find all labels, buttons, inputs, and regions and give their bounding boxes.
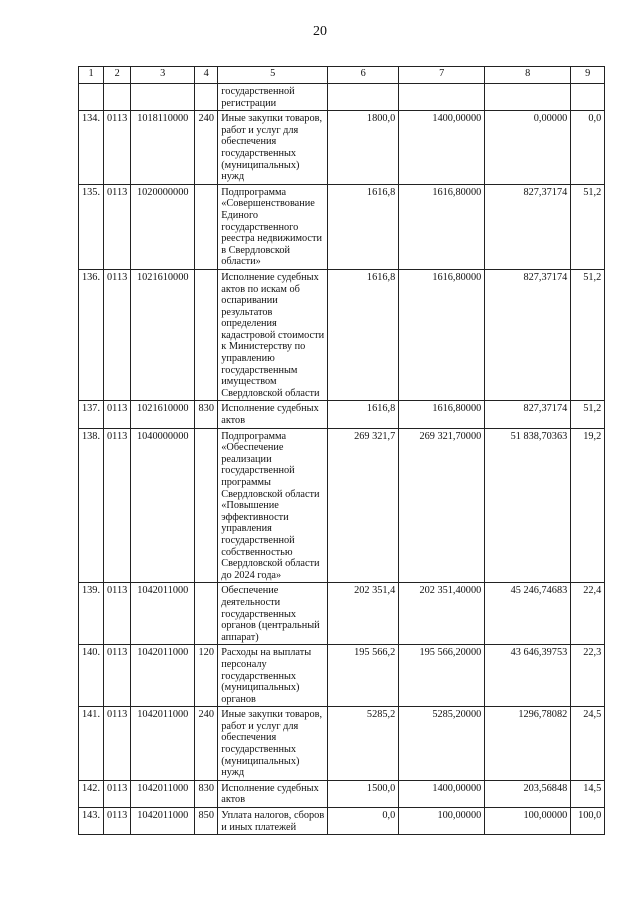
value-col8: 0,00000 xyxy=(485,111,571,185)
item-name: Обеспечение деятельности государственных органов (центральный аппарат) xyxy=(218,583,328,645)
value-col7: 269 321,70000 xyxy=(399,428,485,583)
item-name: Уплата налогов, сборов и иных платежей xyxy=(218,808,328,835)
value-col7: 1400,00000 xyxy=(399,780,485,807)
expense-type-code: 240 xyxy=(195,111,218,185)
value-col8: 827,37174 xyxy=(485,401,571,428)
table-row xyxy=(79,184,605,269)
value-col6 xyxy=(328,84,399,111)
value-col6: 269 321,7 xyxy=(328,428,399,583)
value-col9: 19,2 xyxy=(571,428,605,583)
value-col9: 51,2 xyxy=(571,269,605,401)
table-row xyxy=(79,645,605,707)
column-header: 8 xyxy=(485,67,571,84)
item-name: Подпрограмма «Обеспечение реализации государственной программы Свердловской области «Повышение эффективности управления государственной собственностью Свердловской области до 2024 года» xyxy=(218,428,328,583)
section-code: 0113 xyxy=(104,269,131,401)
table-row xyxy=(79,808,605,835)
target-article-code: 1042011000 xyxy=(131,645,195,707)
value-col9 xyxy=(571,84,605,111)
value-col7: 1616,80000 xyxy=(399,401,485,428)
value-col8 xyxy=(485,84,571,111)
section-code: 0113 xyxy=(104,707,131,781)
table-row xyxy=(79,84,605,111)
section-code: 0113 xyxy=(104,111,131,185)
value-col6: 202 351,4 xyxy=(328,583,399,645)
value-col9: 0,0 xyxy=(571,111,605,185)
target-article-code: 1042011000 xyxy=(131,780,195,807)
column-header: 3 xyxy=(131,67,195,84)
target-article-code: 1018110000 xyxy=(131,111,195,185)
target-article-code: 1040000000 xyxy=(131,428,195,583)
row-number: 138. xyxy=(79,428,104,583)
target-article-code: 1021610000 xyxy=(131,401,195,428)
value-col8: 45 246,74683 xyxy=(485,583,571,645)
item-name: Исполнение судебных актов xyxy=(218,780,328,807)
value-col7: 195 566,20000 xyxy=(399,645,485,707)
target-article-code: 1042011000 xyxy=(131,707,195,781)
value-col7: 202 351,40000 xyxy=(399,583,485,645)
value-col8: 100,00000 xyxy=(485,808,571,835)
table-row xyxy=(79,707,605,781)
value-col8: 43 646,39753 xyxy=(485,645,571,707)
item-name: Иные закупки товаров, работ и услуг для обеспечения государственных (муниципальных) нужд xyxy=(218,111,328,185)
value-col6: 195 566,2 xyxy=(328,645,399,707)
table-row xyxy=(79,428,605,583)
value-col8: 1296,78082 xyxy=(485,707,571,781)
item-name: Подпрограмма «Совершенствование Единого государственного реестра недвижимости в Свердловской области» xyxy=(218,184,328,269)
row-number: 137. xyxy=(79,401,104,428)
row-number xyxy=(79,84,104,111)
row-number: 140. xyxy=(79,645,104,707)
value-col8: 203,56848 xyxy=(485,780,571,807)
column-header: 1 xyxy=(79,67,104,84)
section-code: 0113 xyxy=(104,808,131,835)
row-number: 141. xyxy=(79,707,104,781)
column-header: 6 xyxy=(328,67,399,84)
row-number: 134. xyxy=(79,111,104,185)
header-row xyxy=(79,67,605,84)
value-col9: 22,4 xyxy=(571,583,605,645)
section-code: 0113 xyxy=(104,184,131,269)
value-col9: 51,2 xyxy=(571,184,605,269)
column-header: 9 xyxy=(571,67,605,84)
column-header: 2 xyxy=(104,67,131,84)
target-article-code: 1020000000 xyxy=(131,184,195,269)
section-code: 0113 xyxy=(104,583,131,645)
item-name: Исполнение судебных актов xyxy=(218,401,328,428)
value-col8: 827,37174 xyxy=(485,184,571,269)
target-article-code: 1042011000 xyxy=(131,583,195,645)
target-article-code xyxy=(131,84,195,111)
value-col6: 1616,8 xyxy=(328,269,399,401)
target-article-code: 1042011000 xyxy=(131,808,195,835)
table-row xyxy=(79,780,605,807)
table-row xyxy=(79,401,605,428)
page-number: 20 xyxy=(313,24,327,39)
value-col6: 0,0 xyxy=(328,808,399,835)
value-col7 xyxy=(399,84,485,111)
item-name: Исполнение судебных актов по искам об оспаривании результатов определения кадастровой стоимости к Министерству по управлению государственным имуществом Свердловской области xyxy=(218,269,328,401)
table-row xyxy=(79,111,605,185)
value-col8: 827,37174 xyxy=(485,269,571,401)
expense-type-code xyxy=(195,269,218,401)
item-name: Иные закупки товаров, работ и услуг для обеспечения государственных (муниципальных) нужд xyxy=(218,707,328,781)
value-col7: 1616,80000 xyxy=(399,184,485,269)
value-col7: 1400,00000 xyxy=(399,111,485,185)
section-code: 0113 xyxy=(104,645,131,707)
value-col6: 5285,2 xyxy=(328,707,399,781)
row-number: 139. xyxy=(79,583,104,645)
expense-type-code xyxy=(195,184,218,269)
expense-type-code: 120 xyxy=(195,645,218,707)
expense-type-code xyxy=(195,428,218,583)
row-number: 142. xyxy=(79,780,104,807)
expense-type-code xyxy=(195,84,218,111)
row-number: 135. xyxy=(79,184,104,269)
budget-table xyxy=(78,66,605,835)
value-col6: 1616,8 xyxy=(328,401,399,428)
value-col9: 100,0 xyxy=(571,808,605,835)
expense-type-code: 830 xyxy=(195,780,218,807)
section-code xyxy=(104,84,131,111)
expense-type-code xyxy=(195,583,218,645)
expense-type-code: 850 xyxy=(195,808,218,835)
expense-type-code: 240 xyxy=(195,707,218,781)
column-header: 7 xyxy=(399,67,485,84)
value-col9: 51,2 xyxy=(571,401,605,428)
row-number: 143. xyxy=(79,808,104,835)
item-name: Расходы на выплаты персоналу государственных (муниципальных) органов xyxy=(218,645,328,707)
section-code: 0113 xyxy=(104,428,131,583)
value-col6: 1500,0 xyxy=(328,780,399,807)
value-col6: 1800,0 xyxy=(328,111,399,185)
value-col9: 24,5 xyxy=(571,707,605,781)
value-col7: 1616,80000 xyxy=(399,269,485,401)
table-row xyxy=(79,269,605,401)
target-article-code: 1021610000 xyxy=(131,269,195,401)
value-col9: 22,3 xyxy=(571,645,605,707)
column-header: 4 xyxy=(195,67,218,84)
item-name: государственной регистрации xyxy=(218,84,328,111)
value-col9: 14,5 xyxy=(571,780,605,807)
value-col7: 100,00000 xyxy=(399,808,485,835)
column-header: 5 xyxy=(218,67,328,84)
section-code: 0113 xyxy=(104,401,131,428)
value-col8: 51 838,70363 xyxy=(485,428,571,583)
table-row xyxy=(79,583,605,645)
section-code: 0113 xyxy=(104,780,131,807)
value-col7: 5285,20000 xyxy=(399,707,485,781)
expense-type-code: 830 xyxy=(195,401,218,428)
row-number: 136. xyxy=(79,269,104,401)
value-col6: 1616,8 xyxy=(328,184,399,269)
